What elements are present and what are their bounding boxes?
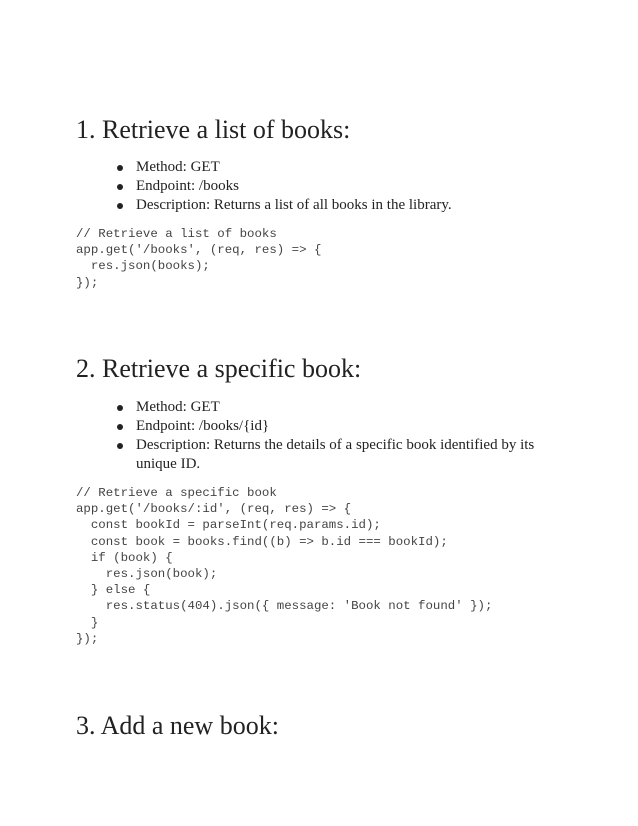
section-3-heading: 3. Add a new book: [76,711,279,740]
code-line: }); [76,275,99,290]
code-line: if (book) { [76,550,173,565]
code-line: const bookId = parseInt(req.params.id); [76,518,381,533]
section-2-bullet-list [116,398,566,474]
code-line: app.get('/books', (req, res) => { [76,243,322,258]
bullet-description: Description: Returns a list of all books in the library. [116,196,566,215]
code-line: } else { [76,583,151,598]
section-2-code-block [76,485,492,647]
section-1-bullet-list [116,158,566,215]
code-line: // Retrieve a specific book [76,486,277,500]
code-line: const book = books.find((b) => b.id === bookId); [76,534,448,549]
code-line: }); [76,631,99,646]
code-line: res.status(404).json({ message: 'Book not found' }); [76,599,493,614]
section-2-heading: 2. Retrieve a specific book: [76,354,362,383]
bullet-method: Method: GET [116,158,566,177]
section-1-code-block [76,226,321,291]
code-line: res.json(book); [76,567,218,582]
bullet-endpoint: Endpoint: /books/{id} [116,417,566,436]
bullet-description: Description: Returns the details of a specific book identified by its unique ID. [116,436,566,474]
section-1-heading: 1. Retrieve a list of books: [76,115,351,144]
code-line: app.get('/books/:id', (req, res) => { [76,502,352,517]
code-line: // Retrieve a list of books [76,227,277,241]
bullet-endpoint: Endpoint: /books [116,177,566,196]
bullet-method: Method: GET [116,398,566,417]
code-line: } [76,615,99,630]
code-line: res.json(books); [76,259,210,274]
